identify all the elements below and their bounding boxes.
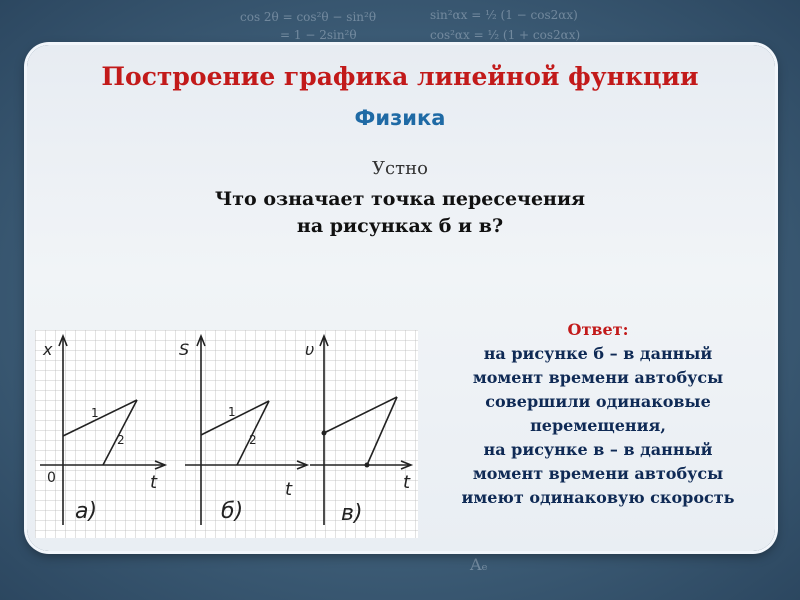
answer-line: на рисунке б – в данный <box>483 344 713 363</box>
task-mode-label: Устно <box>372 158 428 179</box>
answer-line: момент времени автобусы <box>472 368 724 387</box>
background-formula-4: cos²αx = ½ (1 + cos2αx) <box>430 28 581 42</box>
graph-a-line-1-label: 1 <box>91 406 99 420</box>
graph-b-y-label: S <box>179 340 190 359</box>
answer-line: имеют одинаковую скорость <box>461 488 735 507</box>
graph-v-caption: в) <box>341 501 363 526</box>
graph-b-x-label: t <box>285 479 293 500</box>
graph-v-y-label: υ <box>305 340 315 359</box>
graph-a-origin-label: 0 <box>47 470 56 486</box>
answer-title: Ответ: <box>567 320 629 339</box>
graph-a-x-label: t <box>150 472 158 493</box>
graph-v-x-label: t <box>403 472 411 493</box>
background-formula-1: cos 2θ = cos²θ − sin²θ <box>240 10 377 24</box>
graph-a-line-2-label: 2 <box>117 433 125 447</box>
answer-line: на рисунке в – в данный <box>483 440 713 459</box>
graph-a-caption: а) <box>75 499 98 524</box>
page-subtitle: Физика <box>354 106 446 130</box>
answer-block <box>428 318 768 510</box>
answer-line: совершили одинаковые <box>485 392 711 411</box>
question-line-1: Что означает точка пересечения <box>214 188 586 210</box>
graph-a-y-label: x <box>43 340 53 359</box>
graph-v-start-point <box>322 431 327 436</box>
answer-line: момент времени автобусы <box>472 464 724 483</box>
background-formula-3: sin²αx = ½ (1 − cos2αx) <box>430 8 578 22</box>
graph-b-line-1-label: 1 <box>228 405 236 419</box>
graph-figure <box>35 330 418 538</box>
background-formula-5: Aₑ <box>470 555 488 574</box>
page-title: Построение графика линейной функции <box>101 62 699 91</box>
graph-b-line-2-label: 2 <box>249 433 257 447</box>
graph-v-zero-point <box>365 463 370 468</box>
question-text <box>0 186 800 240</box>
graph-b-caption: б) <box>221 499 244 524</box>
question-line-2: на рисунках б и в? <box>296 215 504 237</box>
answer-line: перемещения, <box>530 416 666 435</box>
background-formula-2: = 1 − 2sin²θ <box>280 28 357 42</box>
